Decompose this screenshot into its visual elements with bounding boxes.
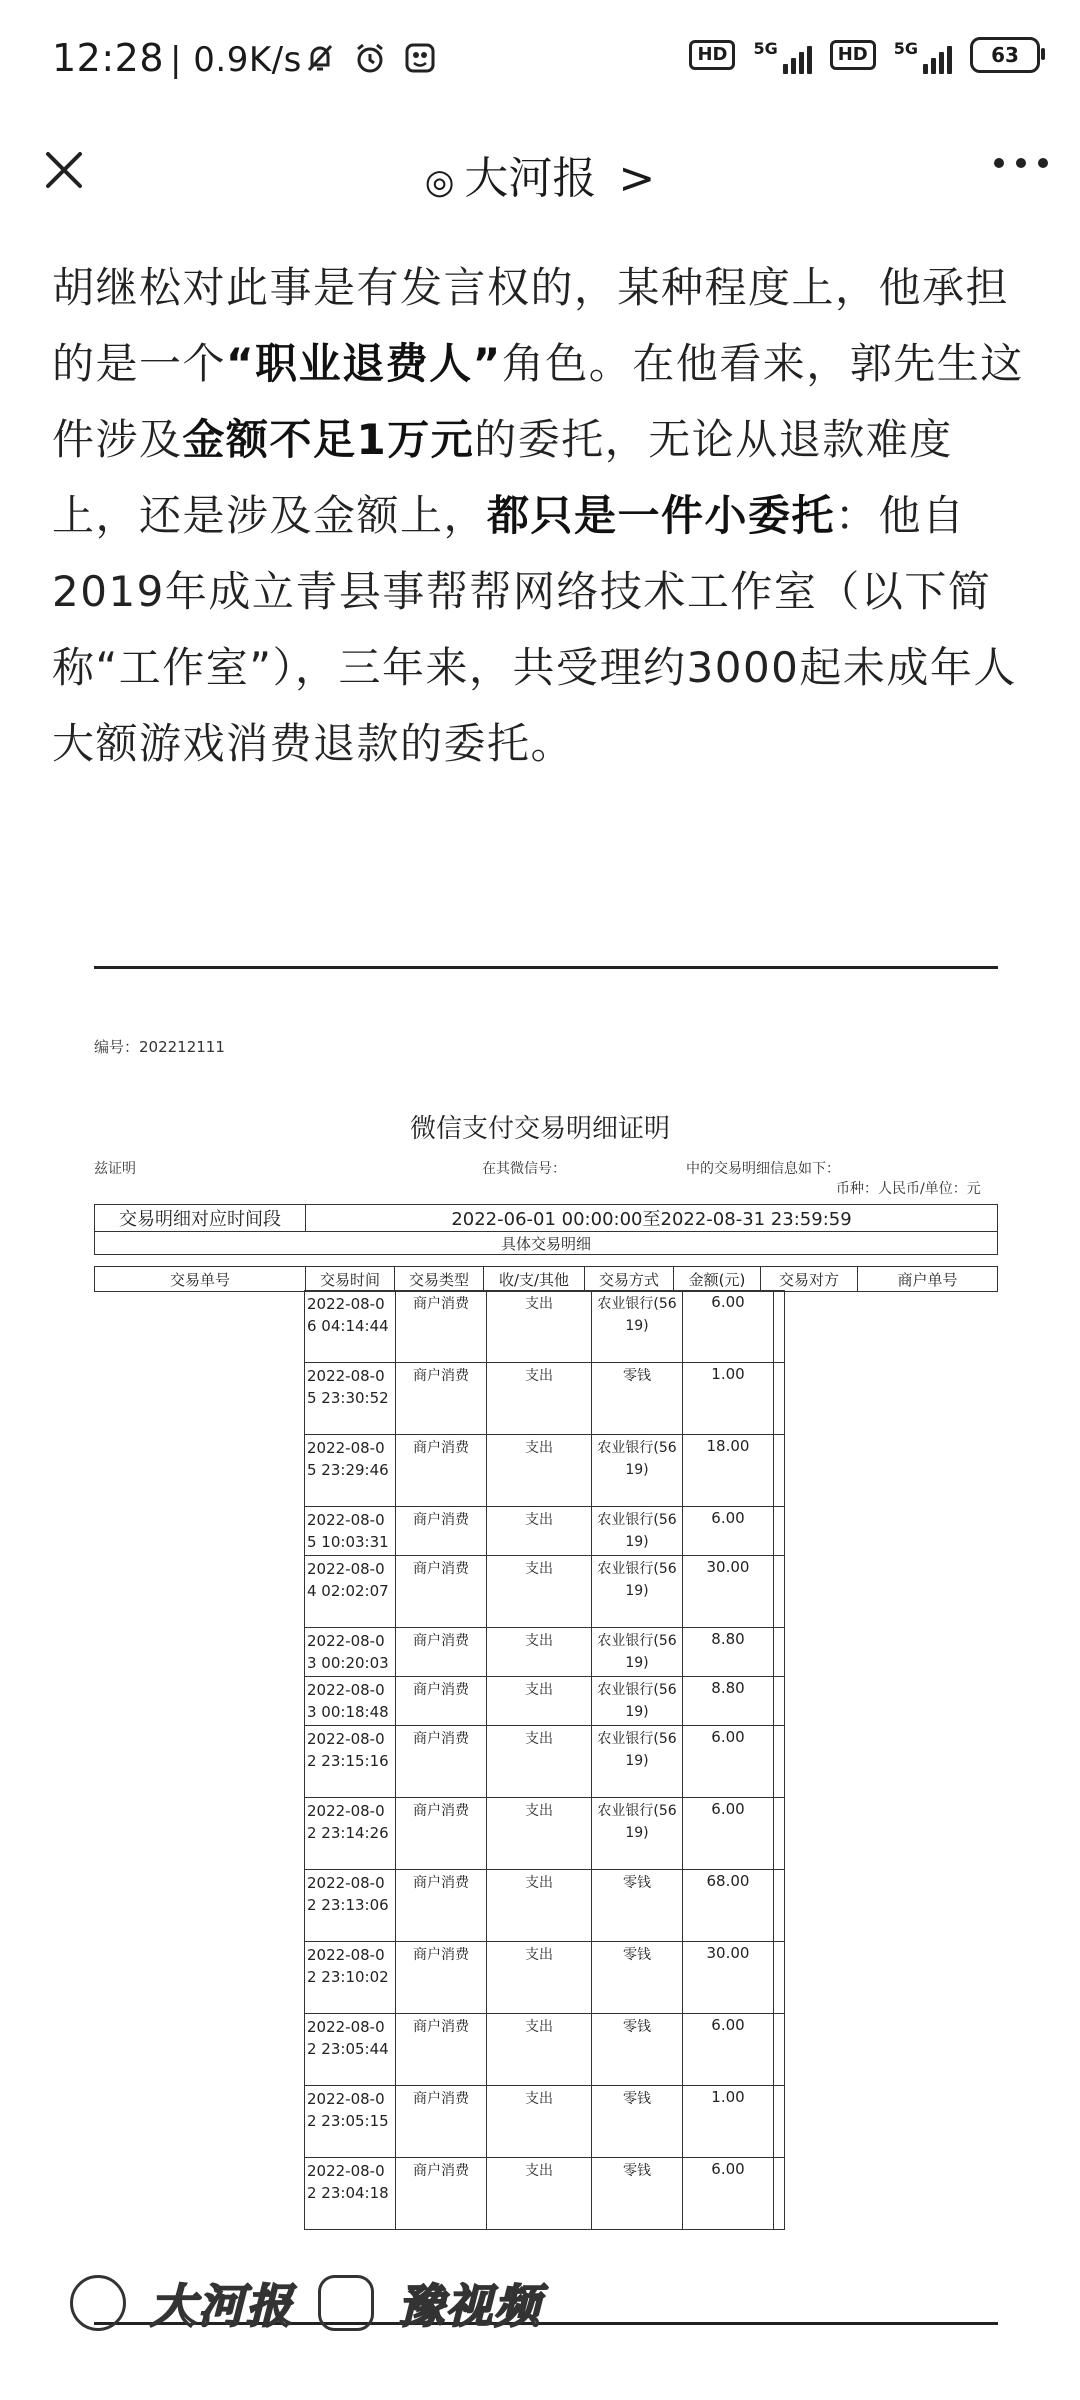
article-text: ：他自2019年成立青县事帮帮网络技术工作室（以下简称“工作室”），三年来，共受理约3000起未成年人大额游戏消费退款的委托。 bbox=[52, 491, 1017, 768]
cell-type: 商户消费 bbox=[396, 1507, 487, 1556]
cell-type: 商户消费 bbox=[396, 2158, 487, 2230]
doc-header-table bbox=[94, 1204, 998, 1255]
cell-method: 零钱 bbox=[592, 1942, 683, 2014]
cell-counterparty bbox=[774, 1291, 785, 1363]
doc-number: 编号：20221211​1 bbox=[94, 1038, 225, 1056]
col-header: 收/支/其他 bbox=[484, 1267, 585, 1292]
more-button[interactable] bbox=[994, 158, 1048, 168]
cell-counterparty bbox=[774, 1870, 785, 1942]
cell-type: 商户消费 bbox=[396, 1870, 487, 1942]
cell-counterparty bbox=[774, 1677, 785, 1726]
cell-time: 2022-08-02 23:14:26 bbox=[305, 1798, 396, 1870]
cell-counterparty bbox=[774, 1628, 785, 1677]
doc-certify: 兹证明 bbox=[94, 1161, 136, 1177]
cell-type: 商户消费 bbox=[396, 1628, 487, 1677]
table-row bbox=[305, 1870, 785, 1942]
more-dot bbox=[1016, 158, 1026, 168]
cell-time: 2022-08-04 02:02:07 bbox=[305, 1556, 396, 1628]
nav-bar bbox=[0, 120, 1080, 220]
divider bbox=[94, 966, 998, 969]
table-row bbox=[305, 1798, 785, 1870]
cell-direction: 支出 bbox=[487, 2158, 592, 2230]
doc-title: 微信支付交易明细证明 bbox=[409, 1114, 670, 1144]
more-dot bbox=[994, 158, 1004, 168]
cell-direction: 支出 bbox=[487, 1556, 592, 1628]
table-row bbox=[305, 2086, 785, 2158]
detail-label: 具体交易明细 bbox=[95, 1232, 998, 1255]
account-title-button[interactable] bbox=[0, 142, 1080, 206]
cell-amount: 6.00 bbox=[683, 2158, 774, 2230]
cell-direction: 支出 bbox=[487, 1726, 592, 1798]
cell-method: 农业银行(5619) bbox=[592, 1628, 683, 1677]
table-row bbox=[305, 1507, 785, 1556]
col-header: 交易方式 bbox=[585, 1267, 674, 1292]
chevron-right-icon: > bbox=[618, 153, 656, 204]
status-right bbox=[689, 36, 1040, 74]
cell-method: 农业银行(5619) bbox=[592, 1798, 683, 1870]
cell-type: 商户消费 bbox=[396, 1942, 487, 2014]
cell-direction: 支出 bbox=[487, 1677, 592, 1726]
cell-time: 2022-08-02 23:13:06 bbox=[305, 1870, 396, 1942]
cell-counterparty bbox=[774, 2014, 785, 2086]
cell-counterparty bbox=[774, 2158, 785, 2230]
app-notification-icon bbox=[402, 40, 438, 76]
cell-counterparty bbox=[774, 1556, 785, 1628]
article-body bbox=[52, 250, 1032, 782]
cell-counterparty bbox=[774, 1363, 785, 1435]
table-row bbox=[305, 1291, 785, 1363]
article-bold: “职业退费人” bbox=[226, 339, 502, 388]
cell-direction: 支出 bbox=[487, 1798, 592, 1870]
cell-method: 零钱 bbox=[592, 2086, 683, 2158]
cell-amount: 30.00 bbox=[683, 1556, 774, 1628]
range-label: 交易明细对应时间段 bbox=[95, 1205, 306, 1232]
mute-bell-icon bbox=[302, 40, 338, 76]
cell-time: 2022-08-02 23:04:18 bbox=[305, 2158, 396, 2230]
cell-amount: 18.00 bbox=[683, 1435, 774, 1507]
cell-time: 2022-08-06 04:14:44 bbox=[305, 1291, 396, 1363]
cell-amount: 6.00 bbox=[683, 1507, 774, 1556]
status-icons bbox=[302, 40, 438, 76]
cell-method: 农业银行(5619) bbox=[592, 1677, 683, 1726]
cell-time: 2022-08-05 10:03:31 bbox=[305, 1507, 396, 1556]
cell-counterparty bbox=[774, 2086, 785, 2158]
table-row bbox=[305, 1628, 785, 1677]
cell-direction: 支出 bbox=[487, 1435, 592, 1507]
cell-method: 农业银行(5619) bbox=[592, 1507, 683, 1556]
article-bold: 都只是一件小委托 bbox=[487, 491, 836, 540]
doc-currency: 币种：人民币/单位：元 bbox=[836, 1181, 981, 1197]
cell-amount: 1.00 bbox=[683, 2086, 774, 2158]
watermark bbox=[70, 2270, 542, 2336]
table-row bbox=[305, 1363, 785, 1435]
cell-amount: 6.00 bbox=[683, 1726, 774, 1798]
cell-counterparty bbox=[774, 1726, 785, 1798]
col-header: 交易时间 bbox=[306, 1267, 395, 1292]
more-dot bbox=[1038, 158, 1048, 168]
cell-amount: 8.80 bbox=[683, 1677, 774, 1726]
doc-column-headers bbox=[94, 1266, 998, 1292]
col-header: 交易单号 bbox=[95, 1267, 306, 1292]
status-bar bbox=[0, 0, 1080, 120]
cell-time: 2022-08-03 00:18:48 bbox=[305, 1677, 396, 1726]
cell-type: 商户消费 bbox=[396, 1556, 487, 1628]
doc-wechat-id: 在其微信号： bbox=[482, 1161, 566, 1177]
cell-type: 商户消费 bbox=[396, 2086, 487, 2158]
article-text: 胡继松对此事是有发言权的，某种程度上，他承担的是一个 bbox=[52, 263, 1010, 388]
cell-type: 商户消费 bbox=[396, 1677, 487, 1726]
table-row bbox=[305, 1677, 785, 1726]
cell-direction: 支出 bbox=[487, 2086, 592, 2158]
cell-counterparty bbox=[774, 1942, 785, 2014]
cell-direction: 支出 bbox=[487, 1363, 592, 1435]
col-header: 交易类型 bbox=[395, 1267, 484, 1292]
transaction-table bbox=[304, 1290, 785, 2230]
table-row bbox=[305, 1726, 785, 1798]
signal-icon-2: 5G bbox=[894, 36, 952, 74]
cell-type: 商户消费 bbox=[396, 2014, 487, 2086]
hd-badge-2: HD bbox=[830, 40, 876, 70]
cell-method: 农业银行(5619) bbox=[592, 1556, 683, 1628]
col-header: 商户单号 bbox=[858, 1267, 998, 1292]
article-text: 角色。在他看来，郭先生这件涉及 bbox=[52, 339, 1024, 464]
cell-direction: 支出 bbox=[487, 2014, 592, 2086]
cell-amount: 6.00 bbox=[683, 1291, 774, 1363]
cell-direction: 支出 bbox=[487, 1942, 592, 2014]
table-row bbox=[305, 1942, 785, 2014]
table-row bbox=[305, 1435, 785, 1507]
cell-type: 商户消费 bbox=[396, 1291, 487, 1363]
cell-direction: 支出 bbox=[487, 1870, 592, 1942]
cell-method: 农业银行(5619) bbox=[592, 1291, 683, 1363]
target-icon: ◎ bbox=[424, 162, 455, 202]
table-row bbox=[305, 2014, 785, 2086]
cell-type: 商户消费 bbox=[396, 1435, 487, 1507]
cell-direction: 支出 bbox=[487, 1291, 592, 1363]
col-header: 交易对方 bbox=[761, 1267, 858, 1292]
cell-method: 零钱 bbox=[592, 2158, 683, 2230]
cell-counterparty bbox=[774, 1435, 785, 1507]
cell-time: 2022-08-05 23:30:52 bbox=[305, 1363, 396, 1435]
cell-amount: 30.00 bbox=[683, 1942, 774, 2014]
cell-direction: 支出 bbox=[487, 1628, 592, 1677]
cell-time: 2022-08-02 23:10:02 bbox=[305, 1942, 396, 2014]
cell-time: 2022-08-03 00:20:03 bbox=[305, 1628, 396, 1677]
cell-amount: 68.00 bbox=[683, 1870, 774, 1942]
status-time: 12:28 | 0.9K/s bbox=[52, 36, 302, 80]
cell-time: 2022-08-02 23:05:15 bbox=[305, 2086, 396, 2158]
article-bold: 金额不足1万元 bbox=[182, 415, 475, 464]
cell-method: 农业银行(5619) bbox=[592, 1435, 683, 1507]
cell-method: 零钱 bbox=[592, 1363, 683, 1435]
cell-time: 2022-08-05 23:29:46 bbox=[305, 1435, 396, 1507]
signal-icon: 5G bbox=[753, 36, 811, 74]
cell-method: 农业银行(5619) bbox=[592, 1726, 683, 1798]
hd-badge: HD bbox=[689, 40, 735, 70]
page-title: 大河报 bbox=[464, 153, 597, 204]
cell-type: 商户消费 bbox=[396, 1798, 487, 1870]
watermark-right: 豫视频 bbox=[398, 2279, 542, 2333]
cell-time: 2022-08-02 23:05:44 bbox=[305, 2014, 396, 2086]
article-text: 的委托，无论从退款难度上，还是涉及金额上， bbox=[52, 415, 953, 540]
cell-type: 商户消费 bbox=[396, 1726, 487, 1798]
cell-counterparty bbox=[774, 1798, 785, 1870]
cell-amount: 1.00 bbox=[683, 1363, 774, 1435]
cell-method: 零钱 bbox=[592, 2014, 683, 2086]
cell-direction: 支出 bbox=[487, 1507, 592, 1556]
battery-icon: 63 bbox=[970, 37, 1040, 73]
cell-amount: 6.00 bbox=[683, 2014, 774, 2086]
cell-amount: 6.00 bbox=[683, 1798, 774, 1870]
cell-method: 零钱 bbox=[592, 1870, 683, 1942]
cell-time: 2022-08-02 23:15:16 bbox=[305, 1726, 396, 1798]
range-value: 2022-06-01 00:00:00至2022-08-31 23:59:59 bbox=[306, 1205, 998, 1232]
table-row bbox=[305, 2158, 785, 2230]
cell-counterparty bbox=[774, 1507, 785, 1556]
table-row bbox=[305, 1556, 785, 1628]
cell-amount: 8.80 bbox=[683, 1628, 774, 1677]
watermark-left: 大河报 bbox=[150, 2279, 294, 2333]
play-icon bbox=[318, 2275, 374, 2331]
col-header: 金额(元) bbox=[674, 1267, 761, 1292]
watermark-logo-icon bbox=[70, 2275, 126, 2331]
alarm-icon bbox=[352, 40, 388, 76]
cell-type: 商户消费 bbox=[396, 1363, 487, 1435]
doc-intro: 中的交易明细信息如下： bbox=[686, 1161, 840, 1177]
